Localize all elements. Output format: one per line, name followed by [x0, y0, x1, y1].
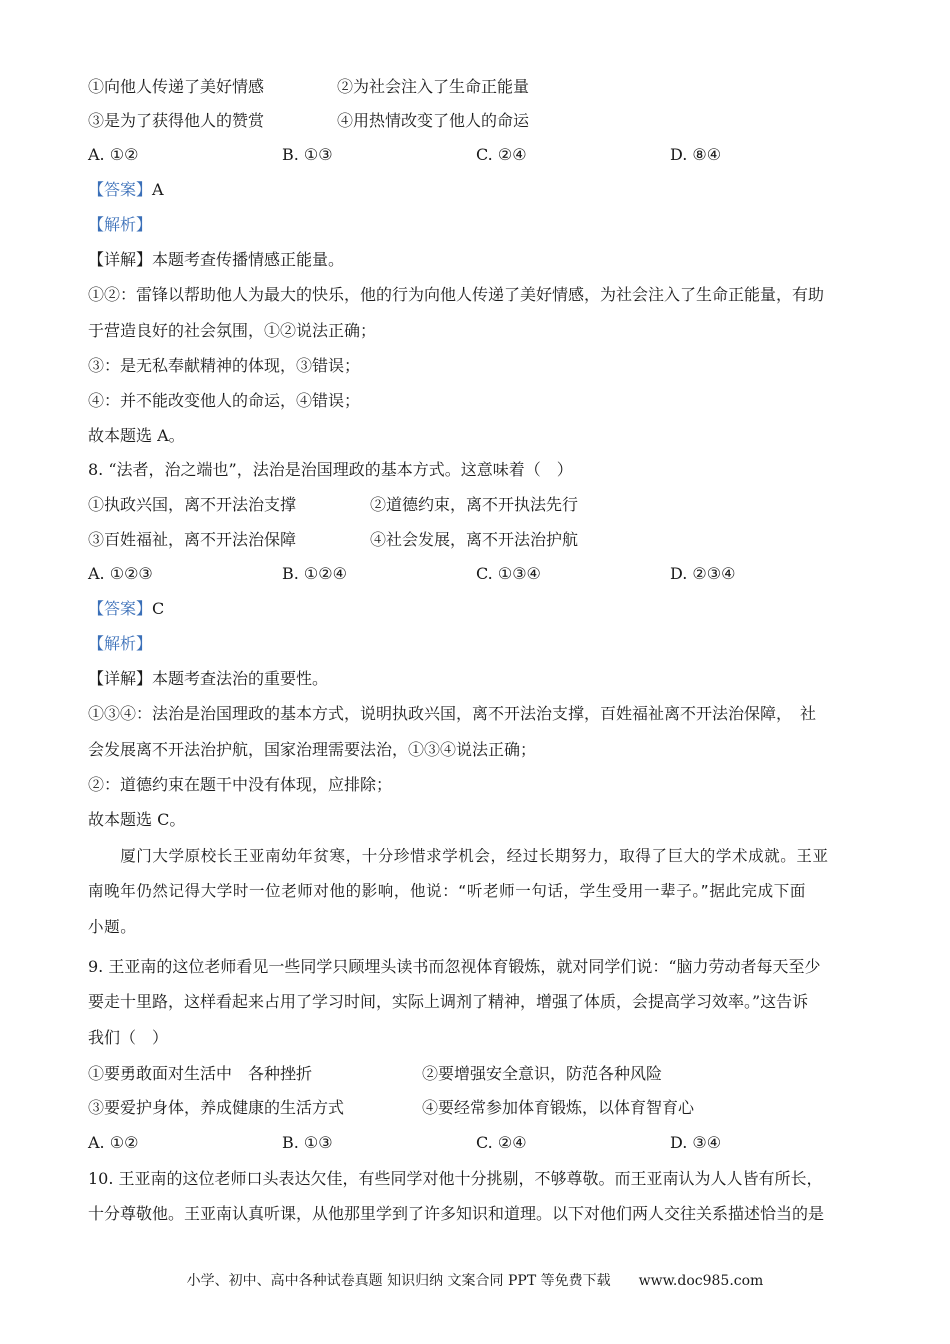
q7-explanation-line: ③：是无私奉献精神的体现，③错误；	[88, 356, 361, 375]
q7-explanation-line: ④：并不能改变他人的命运，④错误；	[88, 391, 361, 410]
answer-value: C	[152, 599, 165, 618]
q8-item-4: ④社会发展，离不开法治护航	[370, 530, 579, 549]
q10-stem-line: 10. 王亚南的这位老师口头表达欠佳，有些同学对他十分挑剔，不够尊敬。而王亚南认为人人皆有所长，	[88, 1169, 823, 1188]
passage-line: 小题。	[88, 918, 137, 936]
q7-item-3: ③是为了获得他人的赞赏	[88, 111, 265, 130]
q7-item-1: ①向他人传递了美好情感	[88, 77, 265, 96]
page-footer: 小学、初中、高中各种试卷真题 知识归纳 文案合同 PPT 等免费下载 www.doc985.com	[186, 1273, 764, 1289]
q9-item-4: ④要经常参加体育锻炼，以体育智育心	[422, 1098, 695, 1117]
q8-item-3: ③百姓福祉，离不开法治保障	[88, 530, 297, 549]
q9-choice-d: D. ③④	[670, 1133, 722, 1152]
detail-text: 本题考查法治的重要性。	[152, 669, 329, 688]
detail-text: 本题考查传播情感正能量。	[152, 250, 345, 269]
q8-choice-c: C. ①③④	[476, 564, 541, 583]
q9-choice-c: C. ②④	[476, 1133, 527, 1152]
q8-explanation-line: 会发展离不开法治护航，国家治理需要法治，①③④说法正确；	[88, 740, 537, 759]
q7-choice-c: C. ②④	[476, 145, 527, 164]
q9-item-1: ①要勇敢面对生活中 各种挫折	[88, 1064, 313, 1083]
q7-detail	[88, 249, 344, 271]
q9-choice-a: A. ①②	[88, 1133, 139, 1152]
q7-answer	[88, 179, 164, 201]
answer-tag: 【答案】	[88, 599, 153, 618]
q7-explanation-line: 于营造良好的社会氛围，①②说法正确；	[88, 321, 377, 340]
answer-tag: 【答案】	[88, 180, 153, 199]
q7-choice-d: D. ⑧④	[670, 145, 722, 164]
q7-item-4: ④用热情改变了他人的命运	[337, 111, 530, 130]
detail-tag: 【详解】	[88, 250, 153, 269]
passage-line: 南晚年仍然记得大学时一位老师对他的影响，他说：“听老师一句话，学生受用一辈子。”据此完成下面	[88, 882, 806, 900]
q7-explanation-line: ①②：雷锋以帮助他人为最大的快乐，他的行为向他人传递了美好情感，为社会注入了生命正能量，有助	[88, 285, 825, 304]
q9-stem-line: 要走十里路，这样看起来占用了学习时间，实际上调剂了精神，增强了体质，会提高学习效率。”这告诉	[88, 992, 809, 1011]
q8-item-2: ②道德约束，离不开执法先行	[370, 495, 579, 514]
q8-stem: 8. “法者，治之端也”，法治是治国理政的基本方式。这意味着（ ）	[88, 460, 573, 479]
answer-value: A	[152, 180, 164, 199]
q8-choice-b: B. ①②④	[282, 564, 347, 583]
q8-item-1: ①执政兴国，离不开法治支撑	[88, 495, 297, 514]
q8-choice-a: A. ①②③	[88, 564, 153, 583]
q8-explanation-line: ②：道德约束在题干中没有体现，应排除；	[88, 775, 393, 794]
q9-item-3: ③要爱护身体，养成健康的生活方式	[88, 1098, 345, 1117]
q9-choice-b: B. ①③	[282, 1133, 333, 1152]
q8-choice-d: D. ②③④	[670, 564, 736, 583]
q7-explanation-line: 故本题选 A。	[88, 426, 185, 445]
q9-item-2: ②要增强安全意识，防范各种风险	[422, 1064, 663, 1083]
q9-stem-line: 9. 王亚南的这位老师看见一些同学只顾埋头读书而忽视体育锻炼，就对同学们说：“脑力劳动者每天至少	[88, 957, 821, 976]
q8-analysis-tag: 【解析】	[88, 634, 153, 653]
q7-analysis-tag: 【解析】	[88, 215, 153, 234]
detail-tag: 【详解】	[88, 669, 153, 688]
q7-item-2: ②为社会注入了生命正能量	[337, 77, 530, 96]
q8-explanation-line: ①③④：法治是治国理政的基本方式，说明执政兴国，离不开法治支撑，百姓福祉离不开法治保障， 社	[88, 704, 817, 723]
q9-stem-line: 我们（ ）	[88, 1028, 169, 1047]
q7-choice-a: A. ①②	[88, 145, 139, 164]
q8-detail	[88, 668, 328, 690]
q10-stem-line: 十分尊敬他。王亚南认真听课，从他那里学到了许多知识和道理。以下对他们两人交往关系描述恰当的是	[88, 1204, 825, 1223]
passage-line: 厦门大学原校长王亚南幼年贫寒，十分珍惜求学机会，经过长期努力，取得了巨大的学术成就。王亚	[88, 847, 829, 865]
q8-answer	[88, 598, 164, 620]
q7-choice-b: B. ①③	[282, 145, 333, 164]
q8-explanation-line: 故本题选 C。	[88, 810, 186, 829]
